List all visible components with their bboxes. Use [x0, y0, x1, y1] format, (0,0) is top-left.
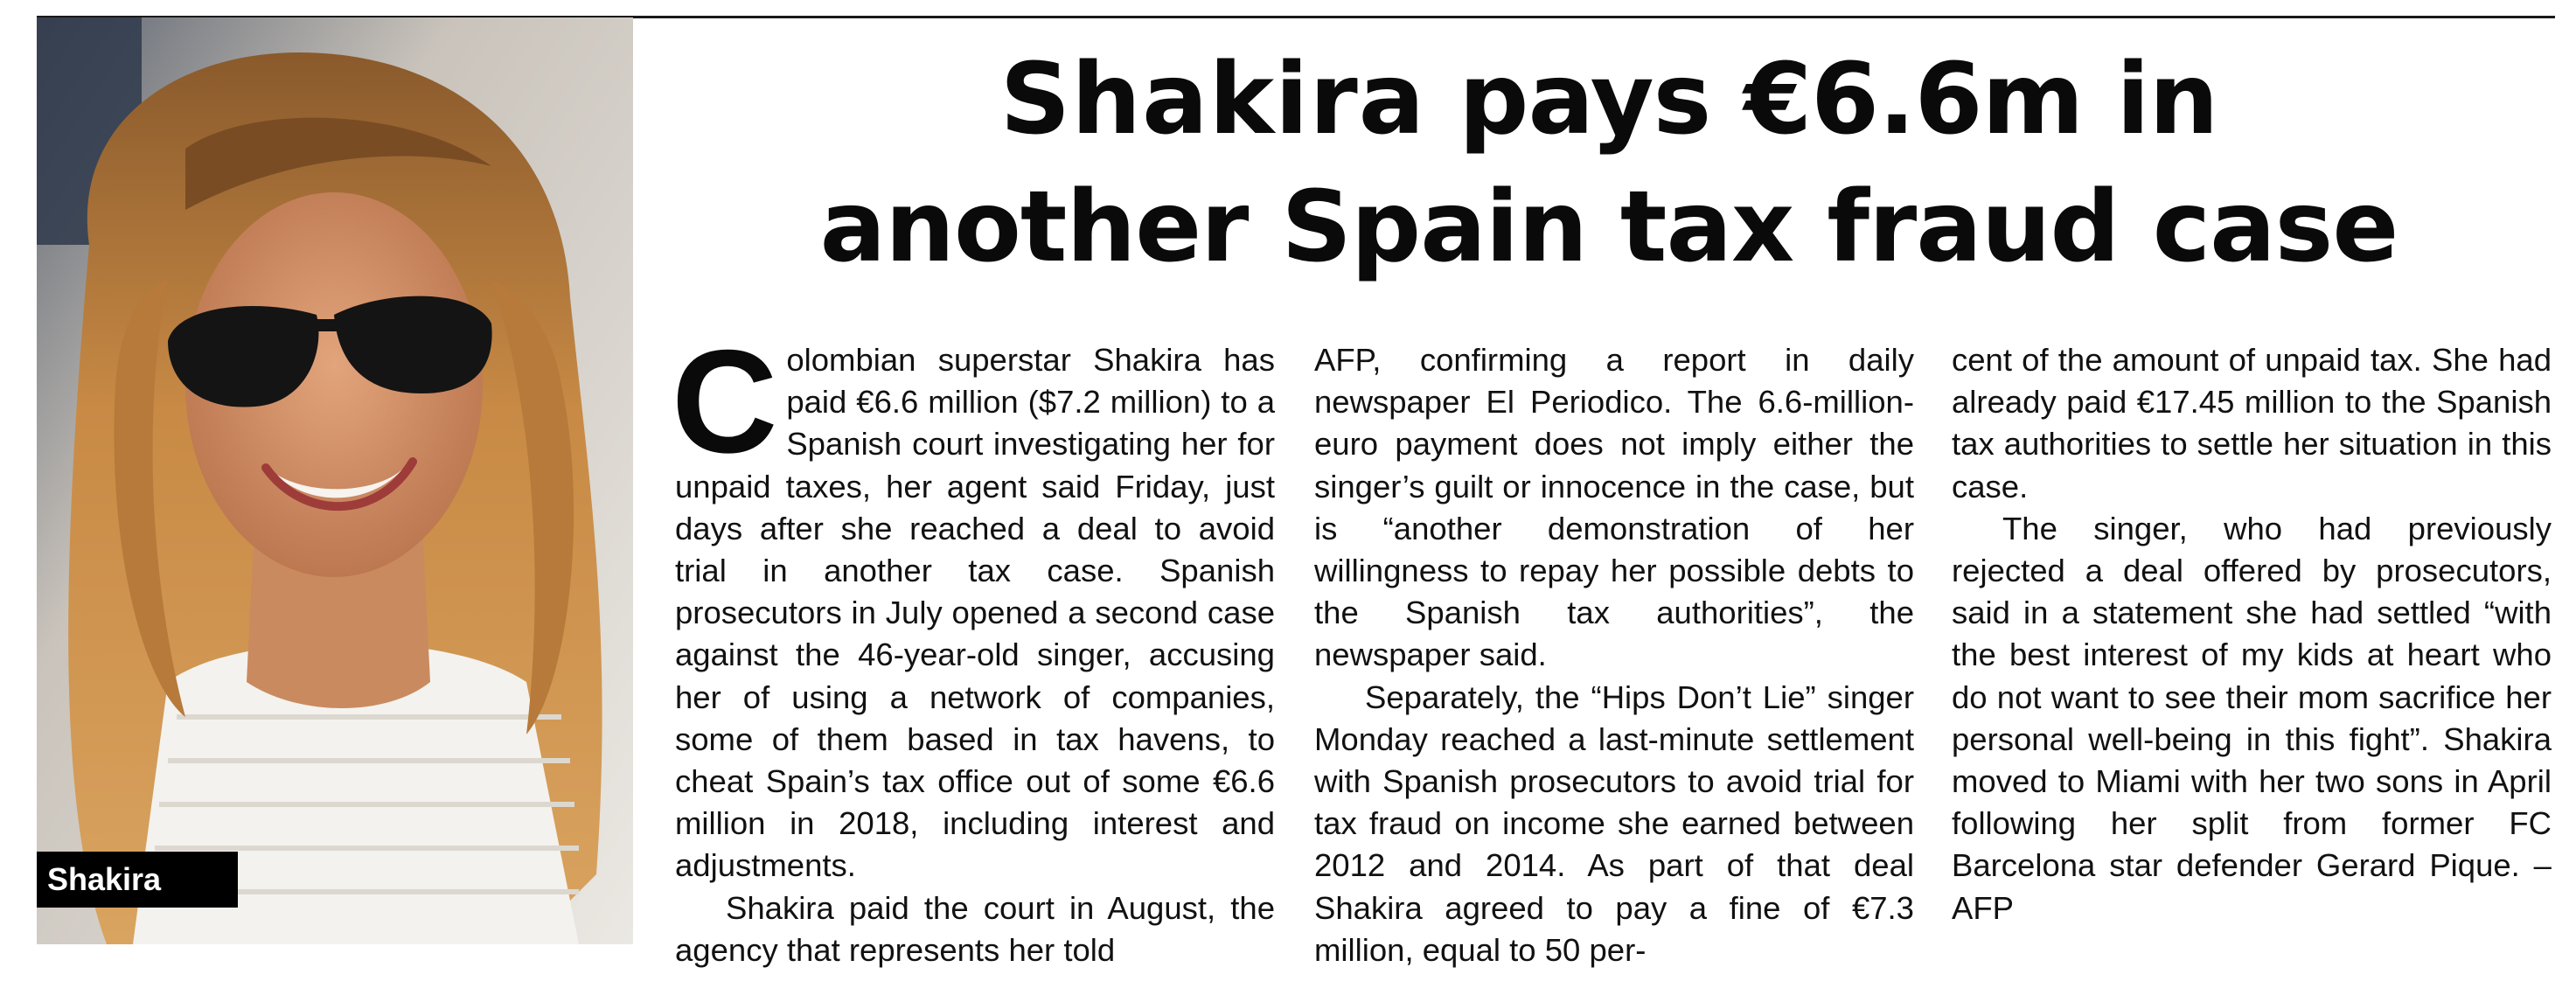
paragraph-1-text: olombian superstar Shakira has paid €6.6 million ($7.2 million) to a Spanish court investigating her for unpaid taxes, her agent said Friday, just days after she reached a deal to avoid trial in another tax case. Spanish prosecutors in July opened a second case against the 46-year-old singer, accusing her of using a network of companies, some of them based in tax havens, to cheat Spain’s tax office out of some €6.6 million in 2018, including interest and adjustments. [675, 342, 1275, 884]
portrait-illustration [37, 17, 633, 944]
paragraph-4: The singer, who had previously rejected a deal offered by prosecutors, said in a statement she had settled “with the best interest of my kids at heart who do not want to see their mom sacrifice her personal well-being in this fight”. Shakira moved to Miami with her two sons in April following her split from former FC Barcelona star defender Gerard Pique. – AFP [1952, 510, 2552, 926]
paragraph-2-continued: AFP, confirming a report in daily newspaper El Periodico. The 6.6-million-euro payment does not imply either the singer’s guilt or innocence in the case, but is “another demonstration of her willingness to repay her possible debts to the Spanish tax authorities”, the newspaper said. [1314, 342, 1914, 673]
paragraph-3-continued: cent of the amount of unpaid tax. She had already paid €17.45 million to the Spanish tax authorities to settle her situation in this case. [1952, 342, 2552, 504]
paragraph-3: Separately, the “Hips Don’t Lie” singer Monday reached a last-minute settlement with Spanish prosecutors to avoid trial for tax fraud on income she earned between 2012 and 2014. As part of that deal Shakira agreed to pay a fine of €7.3 million, equal to 50 per- [1314, 678, 1914, 968]
article-column-1 [672, 319, 1275, 968]
article-column-3 [1952, 339, 2552, 934]
headline-name: Shakira [999, 43, 1426, 157]
paragraph-2: Shakira paid the court in August, the agency that represents her told [675, 889, 1275, 968]
article-photo [37, 17, 633, 944]
headline-rest: pays €6.6m in [1459, 43, 2218, 157]
drop-cap: C [672, 319, 778, 484]
article-column-2 [1314, 339, 1914, 968]
headline [665, 40, 2553, 287]
photo-caption: Shakira [37, 852, 238, 908]
headline-line-2: another Spain tax fraud case [819, 170, 2398, 284]
headline-line-1 [665, 40, 2553, 159]
paragraph-1 [672, 319, 1275, 887]
